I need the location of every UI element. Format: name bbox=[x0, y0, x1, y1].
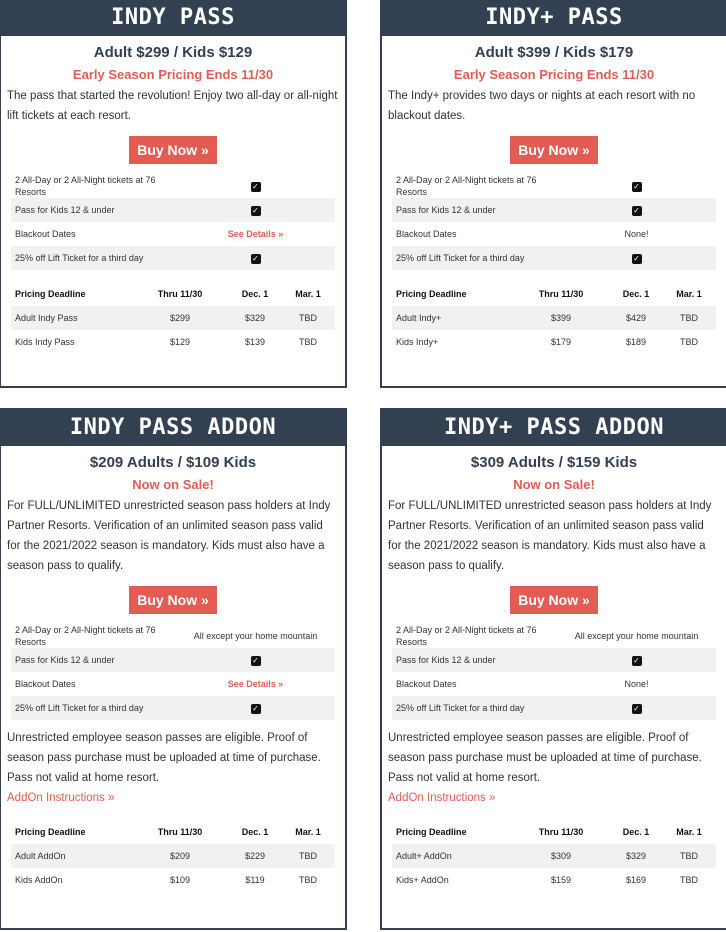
price-summary: Adult $399 / Kids $179 bbox=[474, 44, 634, 61]
card-description: For FULL/UNLIMITED unrestricted season pass holders at Indy Partner Resorts. Verification of an unlimited season pass valid for the 2021/2022 season is mandatory. Kids must also have a season pass to qualify. bbox=[7, 500, 331, 572]
pass-card bbox=[0, 0, 347, 388]
promo-text: Now on Sale! bbox=[132, 477, 214, 492]
feature-row bbox=[11, 624, 335, 648]
feature-value bbox=[180, 703, 331, 714]
addon-instructions-link[interactable]: AddOn Instructions » bbox=[7, 792, 115, 804]
pass-card bbox=[0, 408, 347, 930]
pricing-table bbox=[11, 820, 335, 892]
feature-value bbox=[561, 181, 712, 192]
checkbox-checked-icon: ✓ bbox=[252, 655, 259, 665]
feature-row bbox=[392, 174, 716, 198]
feature-row bbox=[392, 648, 716, 672]
pricing-header-cell: Mar. 1 bbox=[295, 827, 321, 837]
feature-row bbox=[11, 648, 335, 672]
pricing-cell: $169 bbox=[625, 875, 647, 885]
card-description: The pass that started the revolution! Enjoy two all-day or all-night lift tickets at each resort. bbox=[7, 90, 338, 122]
pricing-header-cell: Thru 11/30 bbox=[157, 827, 203, 837]
feature-value: None! bbox=[624, 679, 649, 689]
pricing-header-cell: Thru 11/30 bbox=[157, 289, 203, 299]
pricing-cell: TBD bbox=[680, 875, 698, 885]
promo-text: Now on Sale! bbox=[513, 477, 595, 492]
eligibility-notes: Unrestricted employee season passes are eligible. Proof of season pass purchase must be uploaded at time of purchase. Pass not valid at home resort. bbox=[7, 732, 321, 784]
pricing-header-cell: Pricing Deadline bbox=[396, 827, 467, 837]
pricing-header-row bbox=[11, 820, 335, 844]
pricing-cell: $119 bbox=[245, 875, 265, 885]
feature-label: 25% off Lift Ticket for a third day bbox=[396, 703, 525, 713]
pricing-cell: TBD bbox=[299, 851, 317, 861]
feature-row bbox=[392, 246, 716, 270]
feature-label: 2 All-Day or 2 All-Night tickets at 76 Resorts bbox=[396, 625, 537, 647]
feature-row bbox=[11, 174, 335, 198]
feature-label: 2 All-Day or 2 All-Night tickets at 76 Resorts bbox=[396, 175, 537, 197]
buy-button-wrap bbox=[1, 136, 345, 164]
features-table bbox=[392, 624, 716, 720]
feature-row bbox=[11, 696, 335, 720]
pricing-header-cell: Mar. 1 bbox=[676, 289, 702, 299]
feature-value bbox=[180, 205, 331, 216]
pricing-row bbox=[11, 330, 335, 354]
buy-button-wrap bbox=[382, 136, 726, 164]
pricing-cell: $209 bbox=[169, 851, 191, 861]
feature-label: 25% off Lift Ticket for a third day bbox=[396, 253, 525, 263]
pricing-cell: Kids Indy+ bbox=[396, 337, 439, 347]
feature-label: 2 All-Day or 2 All-Night tickets at 76 Resorts bbox=[15, 175, 156, 197]
feature-row bbox=[11, 198, 335, 222]
feature-label: Blackout Dates bbox=[15, 229, 76, 239]
feature-value: None! bbox=[624, 229, 649, 239]
pricing-cell: Kids Indy Pass bbox=[15, 337, 75, 347]
pass-card bbox=[380, 0, 726, 388]
pricing-cell: $109 bbox=[169, 875, 191, 885]
pricing-header-row bbox=[392, 820, 716, 844]
pricing-row bbox=[392, 868, 716, 892]
feature-value bbox=[561, 253, 712, 264]
pricing-header-row bbox=[11, 282, 335, 306]
eligibility-notes: Unrestricted employee season passes are eligible. Proof of season pass purchase must be uploaded at time of purchase. Pass not valid at home resort. bbox=[388, 732, 702, 784]
price-summary: Adult $299 / Kids $129 bbox=[93, 44, 253, 61]
pricing-row bbox=[392, 330, 716, 354]
feature-row bbox=[11, 246, 335, 270]
pricing-row bbox=[11, 844, 335, 868]
pricing-cell: Adult Indy Pass bbox=[15, 313, 78, 323]
feature-value bbox=[180, 655, 331, 666]
checkbox-checked-icon: ✓ bbox=[633, 205, 640, 215]
feature-value bbox=[180, 253, 331, 264]
pricing-table bbox=[11, 282, 335, 354]
pricing-cell: $429 bbox=[625, 313, 647, 323]
checkbox-checked-icon: ✓ bbox=[633, 655, 640, 665]
pass-card bbox=[380, 408, 726, 930]
feature-label: Blackout Dates bbox=[396, 679, 457, 689]
feature-value: All except your home mountain bbox=[193, 631, 318, 641]
promo-text: Early Season Pricing Ends 11/30 bbox=[453, 67, 655, 82]
pricing-table bbox=[392, 820, 716, 892]
feature-value bbox=[561, 703, 712, 714]
buy-now-button[interactable]: Buy Now » bbox=[510, 136, 598, 164]
pricing-cell: TBD bbox=[680, 851, 698, 861]
pricing-cell: Adult+ AddOn bbox=[396, 851, 452, 861]
pricing-cell: $129 bbox=[169, 337, 191, 347]
feature-row bbox=[392, 672, 716, 696]
checkbox-checked-icon: ✓ bbox=[252, 181, 259, 191]
feature-label: Pass for Kids 12 & under bbox=[396, 655, 496, 665]
checkbox-checked-icon: ✓ bbox=[252, 703, 259, 713]
pricing-header-cell: Thru 11/30 bbox=[538, 827, 584, 837]
card-title: INDY PASS bbox=[0, 0, 347, 36]
pricing-row bbox=[392, 844, 716, 868]
feature-row bbox=[11, 672, 335, 696]
pricing-header-cell: Dec. 1 bbox=[622, 289, 650, 299]
buy-button-wrap bbox=[1, 586, 345, 614]
pricing-cell: $179 bbox=[550, 337, 572, 347]
promo-text: Early Season Pricing Ends 11/30 bbox=[72, 67, 274, 82]
pricing-header-cell: Pricing Deadline bbox=[15, 289, 86, 299]
card-title: INDY+ PASS ADDON bbox=[380, 408, 726, 446]
feature-label: Blackout Dates bbox=[15, 679, 76, 689]
feature-label: Blackout Dates bbox=[396, 229, 457, 239]
pricing-header-cell: Mar. 1 bbox=[295, 289, 321, 299]
buy-now-button[interactable]: Buy Now » bbox=[129, 136, 217, 164]
pricing-header-cell: Dec. 1 bbox=[241, 827, 269, 837]
pricing-header-cell: Thru 11/30 bbox=[538, 289, 584, 299]
pricing-cell: $309 bbox=[550, 851, 572, 861]
pricing-cell: TBD bbox=[680, 313, 698, 323]
pricing-cell: $159 bbox=[550, 875, 572, 885]
pricing-cell: $329 bbox=[625, 851, 647, 861]
pricing-row bbox=[11, 868, 335, 892]
pricing-cell: $299 bbox=[169, 313, 191, 323]
pricing-cell: Kids+ AddOn bbox=[396, 875, 449, 885]
price-summary: $309 Adults / $159 Kids bbox=[470, 454, 638, 471]
pricing-cell: Kids AddOn bbox=[15, 875, 63, 885]
pricing-cell: TBD bbox=[299, 875, 317, 885]
see-details-link[interactable]: See Details » bbox=[227, 679, 284, 689]
pricing-row bbox=[392, 306, 716, 330]
feature-value: All except your home mountain bbox=[574, 631, 699, 641]
pricing-cell: Adult AddOn bbox=[15, 851, 66, 861]
feature-value bbox=[180, 181, 331, 192]
feature-label: Pass for Kids 12 & under bbox=[396, 205, 496, 215]
features-table bbox=[11, 174, 335, 270]
checkbox-checked-icon: ✓ bbox=[633, 703, 640, 713]
checkbox-checked-icon: ✓ bbox=[252, 205, 259, 215]
pricing-cell: TBD bbox=[299, 337, 317, 347]
pricing-header-cell: Dec. 1 bbox=[241, 289, 269, 299]
feature-row bbox=[11, 222, 335, 246]
pricing-cell: TBD bbox=[680, 337, 698, 347]
pricing-header-row bbox=[392, 282, 716, 306]
feature-label: Pass for Kids 12 & under bbox=[15, 205, 115, 215]
pricing-cell: $329 bbox=[244, 313, 266, 323]
checkbox-checked-icon: ✓ bbox=[633, 181, 640, 191]
feature-label: Pass for Kids 12 & under bbox=[15, 655, 115, 665]
pricing-header-cell: Pricing Deadline bbox=[396, 289, 467, 299]
feature-row bbox=[392, 198, 716, 222]
feature-row bbox=[392, 222, 716, 246]
pricing-header-cell: Dec. 1 bbox=[622, 827, 650, 837]
card-title: INDY+ PASS bbox=[380, 0, 726, 36]
features-table bbox=[11, 624, 335, 720]
card-description: The Indy+ provides two days or nights at each resort with no blackout dates. bbox=[388, 90, 696, 122]
pricing-cell: $229 bbox=[244, 851, 266, 861]
pricing-cell: $189 bbox=[625, 337, 647, 347]
feature-value bbox=[561, 655, 712, 666]
pricing-row bbox=[11, 306, 335, 330]
see-details-link[interactable]: See Details » bbox=[227, 229, 284, 239]
buy-now-button[interactable]: Buy Now » bbox=[510, 586, 598, 614]
feature-row bbox=[392, 696, 716, 720]
card-title: INDY PASS ADDON bbox=[0, 408, 347, 446]
pricing-cell: Adult Indy+ bbox=[396, 313, 442, 323]
pricing-table bbox=[392, 282, 716, 354]
feature-label: 2 All-Day or 2 All-Night tickets at 76 Resorts bbox=[15, 625, 156, 647]
pricing-header-cell: Pricing Deadline bbox=[15, 827, 86, 837]
checkbox-checked-icon: ✓ bbox=[252, 253, 259, 263]
feature-row bbox=[392, 624, 716, 648]
features-table bbox=[392, 174, 716, 270]
card-description: For FULL/UNLIMITED unrestricted season pass holders at Indy Partner Resorts. Verification of an unlimited season pass valid for the 2021/2022 season is mandatory. Kids must also have a season pass to qualify. bbox=[388, 500, 712, 572]
pricing-cell: TBD bbox=[299, 313, 317, 323]
price-summary: $209 Adults / $109 Kids bbox=[89, 454, 257, 471]
pricing-cell: $399 bbox=[550, 313, 572, 323]
pricing-cell: $139 bbox=[244, 337, 266, 347]
checkbox-checked-icon: ✓ bbox=[633, 253, 640, 263]
pricing-header-cell: Mar. 1 bbox=[676, 827, 702, 837]
addon-instructions-link[interactable]: AddOn Instructions » bbox=[388, 792, 496, 804]
feature-label: 25% off Lift Ticket for a third day bbox=[15, 703, 144, 713]
buy-now-button[interactable]: Buy Now » bbox=[129, 586, 217, 614]
buy-button-wrap bbox=[382, 586, 726, 614]
feature-value bbox=[561, 205, 712, 216]
feature-label: 25% off Lift Ticket for a third day bbox=[15, 253, 144, 263]
